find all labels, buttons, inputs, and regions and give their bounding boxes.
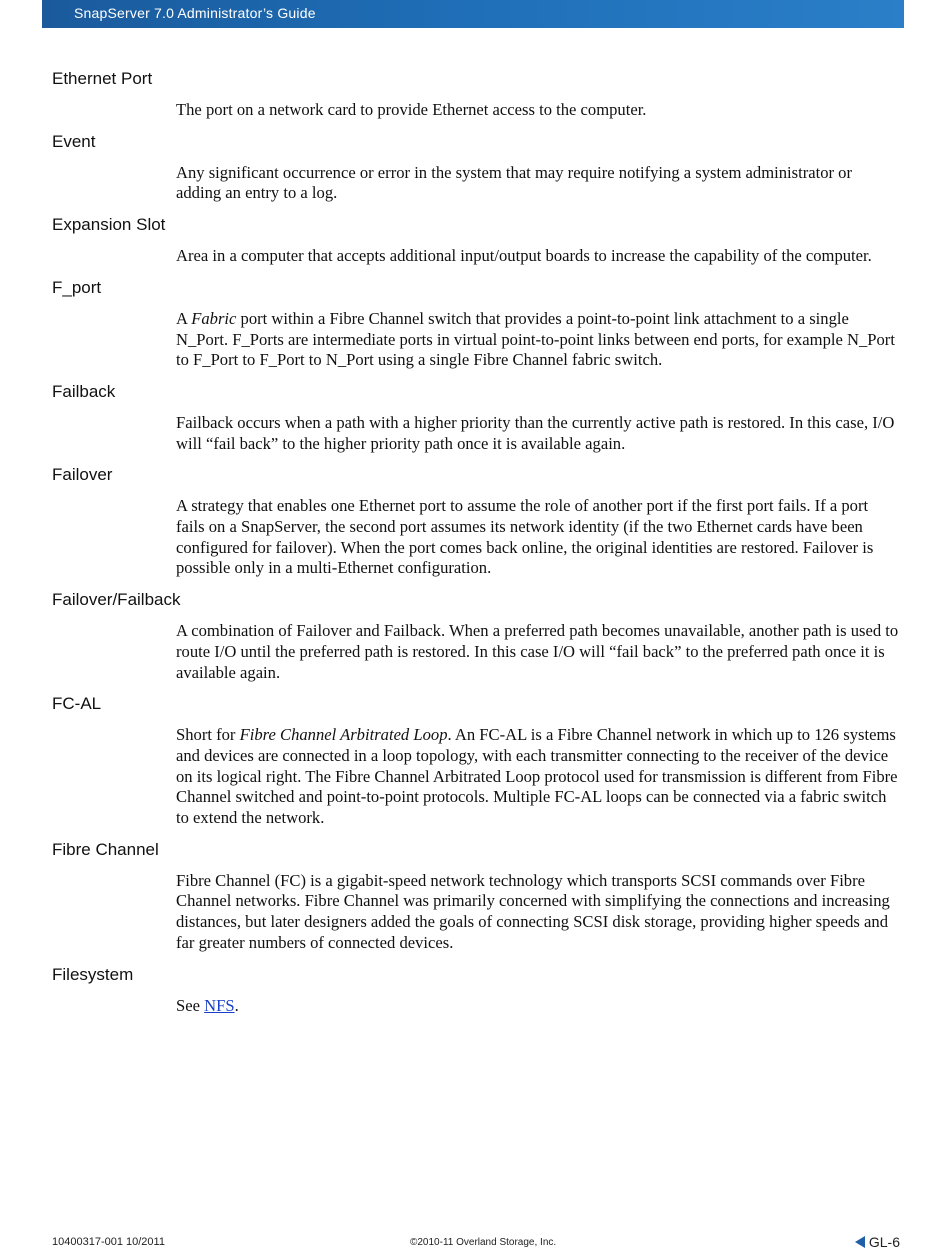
glossary-entry (0, 587, 950, 683)
page-number: GL-6 (868, 1234, 900, 1250)
definition-event: Any significant occurrence or error in the system that may require notifying a system administrator or adding an entry to a log. (176, 162, 852, 203)
page-header (42, 0, 904, 28)
definition-failback: Failback occurs when a path with a higher priority than the currently active path is restored. In this case, I/O will “fail back” to the higher priority path once it is available again. (176, 412, 895, 453)
definition-filesystem: See NFS. (176, 995, 239, 1015)
definition-failover: A strategy that enables one Ethernet port to assume the role of another port if the first port fails. If a port fails on a SnapServer, the second port assumes its network identity (if the two Ethernet cards have been configured for failover). When the port comes back online, the original identities are restored. Failover is possible only in a multi-Ethernet configuration. (176, 496, 874, 578)
definition-expansion-slot: Area in a computer that accepts additional input/output boards to increase the capability of the computer. (176, 246, 872, 266)
glossary-entry (0, 275, 950, 371)
term-failover-failback: Failover/Failback (52, 590, 181, 610)
term-f-port: F_port (52, 277, 102, 297)
glossary-entry (0, 212, 950, 267)
glossary-entry (0, 379, 950, 454)
glossary-list (0, 60, 950, 1024)
glossary-entry (0, 691, 950, 829)
definition-ethernet-port: The port on a network card to provide Ethernet access to the computer. (176, 100, 647, 119)
term-failover: Failover (52, 465, 113, 485)
footer-doc-number: 10400317-001 10/2011 (52, 1236, 165, 1248)
glossary-entry (0, 962, 950, 1017)
term-ethernet-port: Ethernet Port (52, 69, 153, 88)
glossary-entry (0, 462, 950, 579)
definition-fc-al: Short for Fibre Channel Arbitrated Loop. An FC-AL is a Fibre Channel network in which up to 126 systems and devices are connected in a loop topology, with each transmitter connecting to the receiver of the device on its logical right. The Fibre Channel Arbitrated Loop protocol used for transmission is different from Fibre Channel switched and point-to-point protocols. Multiple FC-AL loops can be connected via a fabric switch to extend the network. (176, 725, 898, 828)
previous-page-arrow-icon[interactable] (855, 1236, 865, 1248)
term-failback: Failback (52, 381, 116, 401)
footer-page-nav (855, 1234, 900, 1250)
glossary-entry (0, 66, 950, 121)
term-fibre-channel: Fibre Channel (52, 839, 159, 859)
definition-fibre-channel: Fibre Channel (FC) is a gigabit-speed network technology which transports SCSI commands over Fibre Channel networks. Fibre Channel was primarily concerned with simplifying the connections and increasing distances, but later designers added the goals of connecting SCSI disk storage, providing higher speeds and far greater numbers of connected devices. (176, 870, 890, 952)
term-fc-al: FC-AL (52, 694, 102, 714)
glossary-entry (0, 129, 950, 204)
footer-copyright: ©2010-11 Overland Storage, Inc. (410, 1237, 557, 1248)
header-title: SnapServer 7.0 Administrator’s Guide (74, 5, 316, 21)
definition-f-port: A Fabric port within a Fibre Channel switch that provides a point-to-point link attachment to a single N_Port. F_Ports are intermediate ports in virtual point-to-point links between end ports, for example N_Port to F_Port to F_Port to N_Port using a single Fibre Channel fabric switch. (176, 308, 895, 370)
glossary-entry (0, 837, 950, 954)
term-expansion-slot: Expansion Slot (52, 215, 166, 235)
term-event: Event (52, 131, 96, 151)
definition-failover-failback: A combination of Failover and Failback. When a preferred path becomes unavailable, another path is used to route I/O until the preferred path is restored. In this case I/O will “fail back” to the preferred path once it is available again. (176, 621, 899, 682)
nfs-link[interactable]: NFS (204, 995, 235, 1015)
term-filesystem: Filesystem (52, 964, 134, 984)
